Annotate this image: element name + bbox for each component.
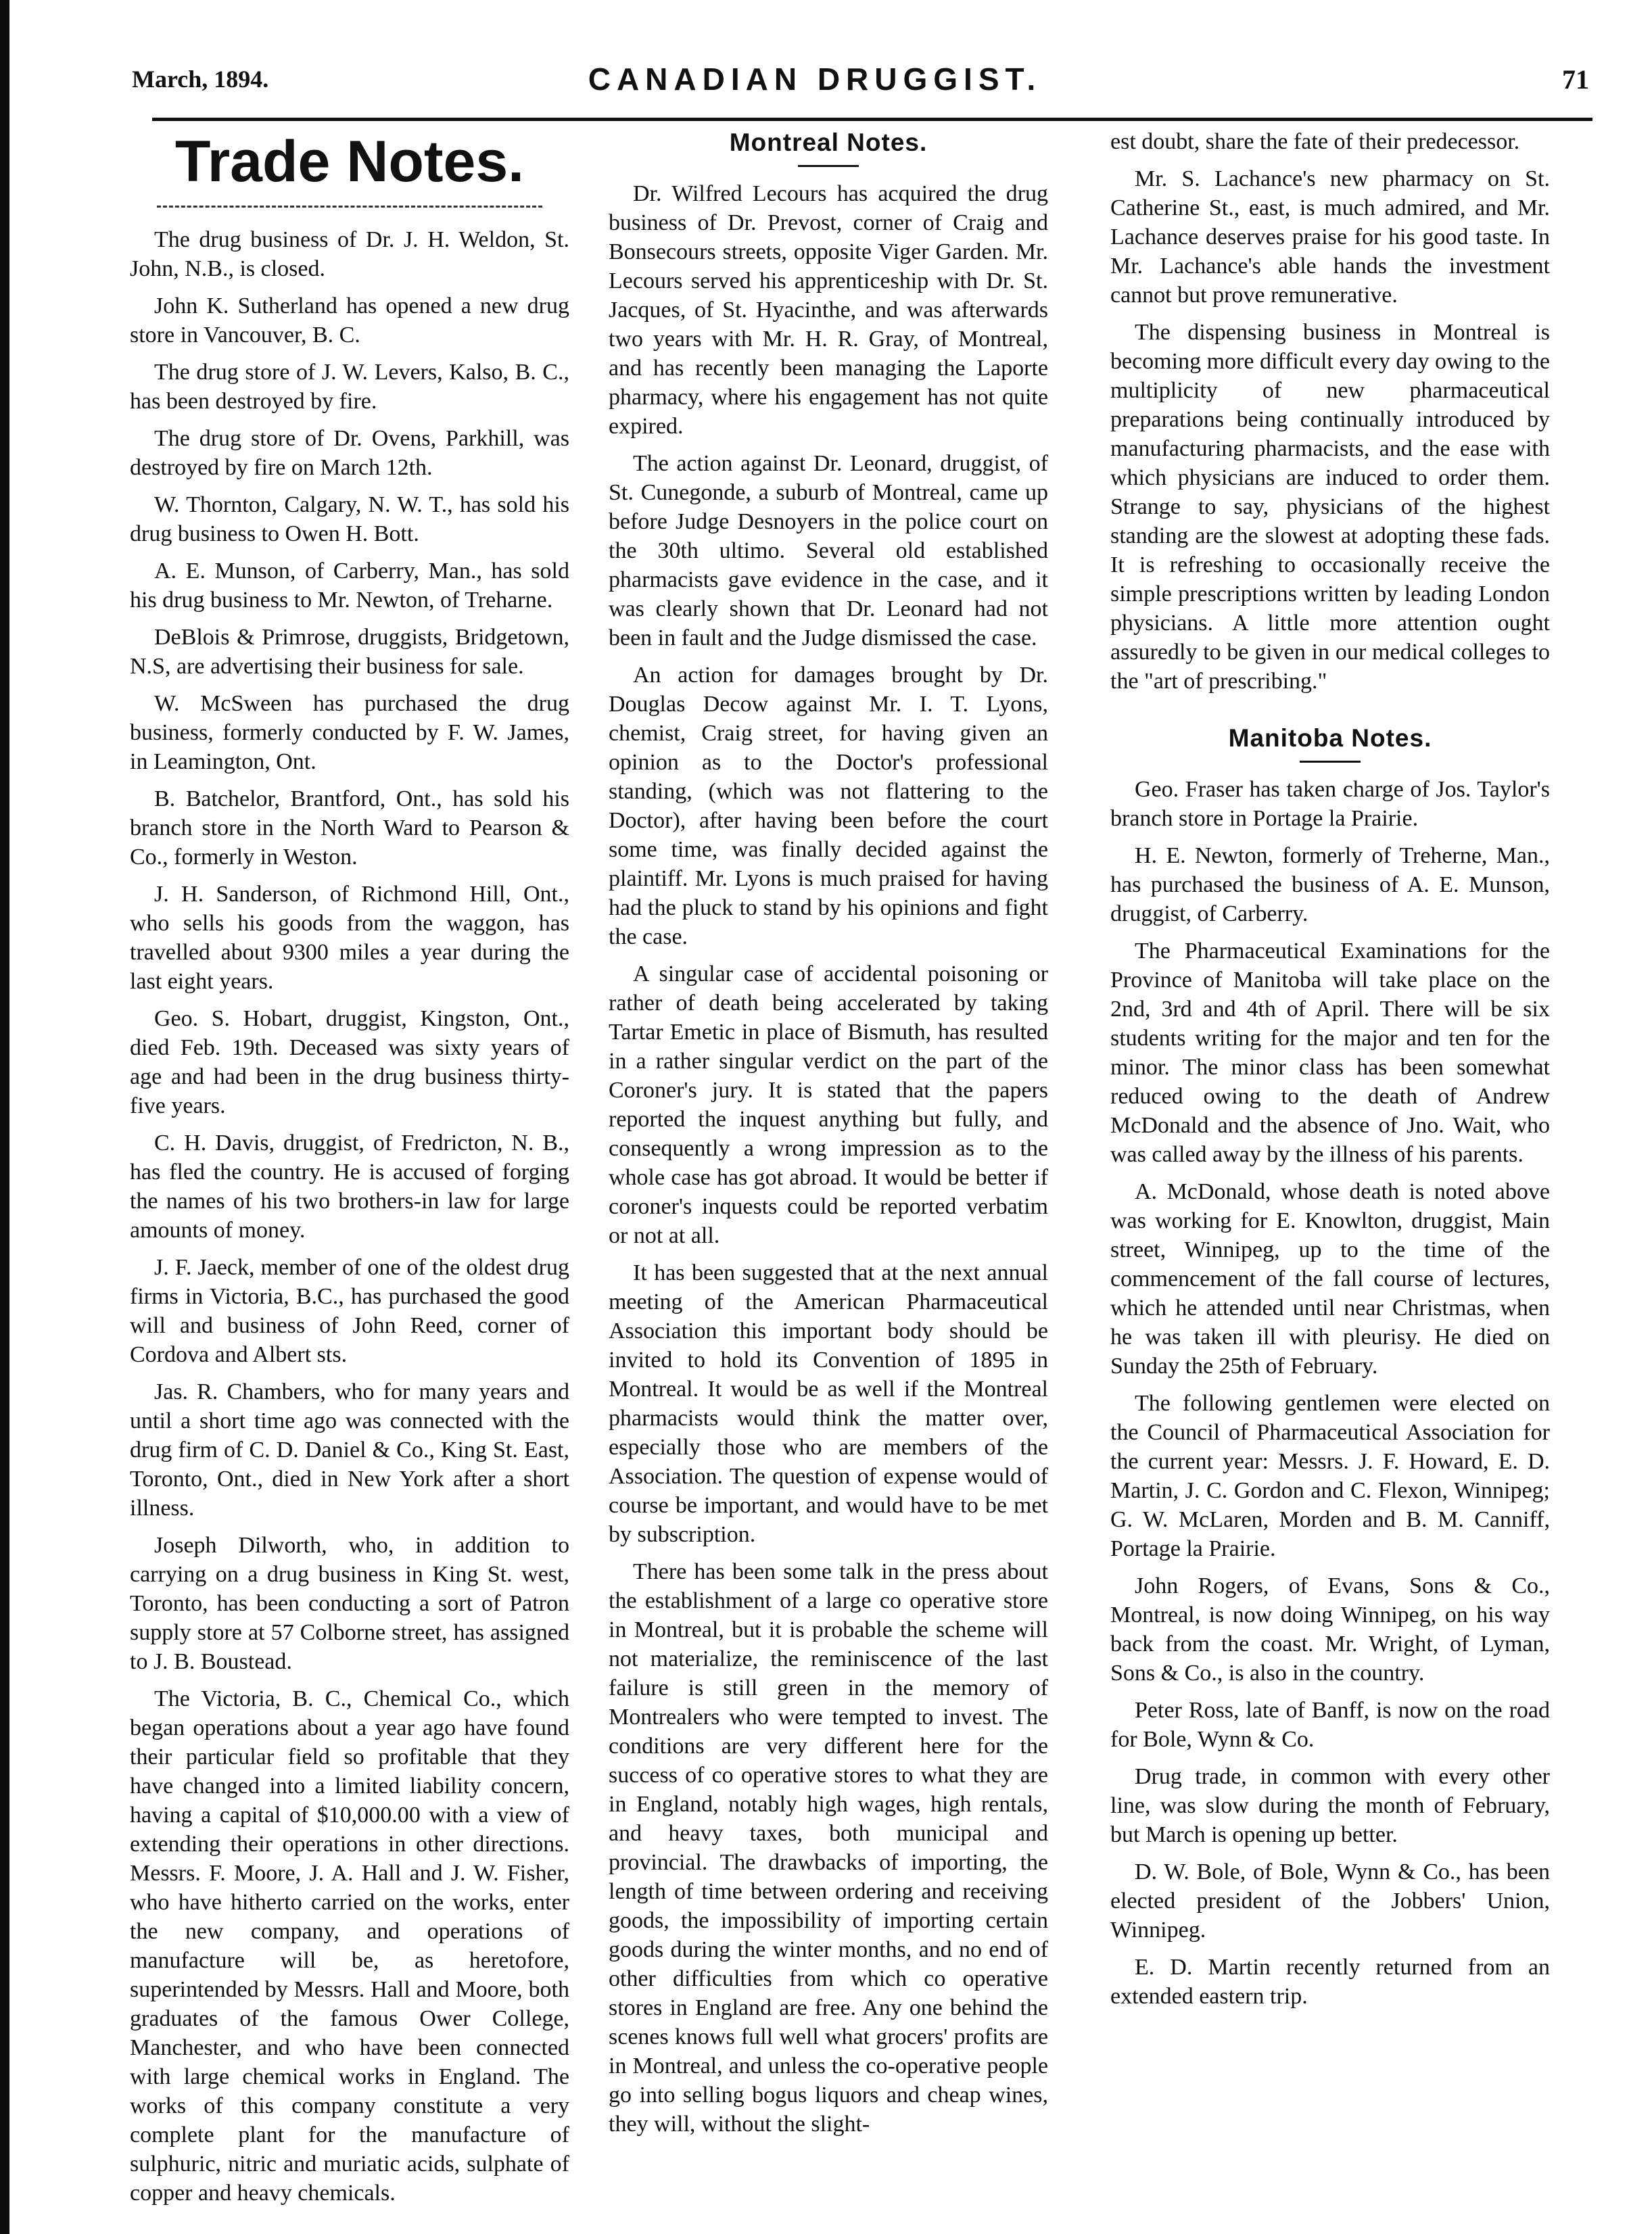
trade-note-paragraph: The Victoria, B. C., Chemical Co., which began operations about a year ago have found their particular field so profitable that they have changed into a limited liability concern, having a capital of $10,000.00 with a view of extending their operations in other directions. Messrs. F. Moore, J. A. Hall and J. W. Fisher, who have hitherto carried on the works, enter the new company, and operations of manufacture will be, as heretofore, superintended by Messrs. Hall and Moore, both graduates of the famous Ower College, Manchester, and who have been connected with large chemical works in England. The works of this company constitute a very complete plant for the manufacture of sulphuric, nitric and muriatic acids, sulphate of copper and heavy chemicals. bbox=[130, 1686, 569, 2206]
manitoba-note-paragraph: D. W. Bole, of Bole, Wynn & Co., has been elected president of the Jobbers' Union, Winnipeg. bbox=[1110, 1859, 1550, 1943]
header-rule bbox=[152, 118, 1592, 121]
montreal-continuation-paragraph: Mr. S. Lachance's new pharmacy on St. Catherine St., east, is much admired, and Mr. Lachance deserves praise for his good taste. In Mr. Lachance's able hands the investment cannot but prove remunerative. bbox=[1110, 166, 1550, 308]
montreal-continuation-paragraph: The dispensing business in Montreal is becoming more difficult every day owing to the multiplicity of new pharmaceutical preparations being continually introduced by manufacturing pharmacists, and the ease with which physicians are induced to order them. Strange to say, physicians of the highest standing are the slowest at adopting these fads. It is refreshing to occasionally receive the simple prescriptions written by leading London physicians. A little more attention ought assuredly to be given in our medical colleges to the "art of prescribing." bbox=[1110, 320, 1550, 694]
montreal-continuation-paragraph: est doubt, share the fate of their predecessor. bbox=[1110, 129, 1520, 154]
section-spacer bbox=[1110, 704, 1550, 723]
manitoba-note-paragraph: E. D. Martin recently returned from an extended eastern trip. bbox=[1110, 1955, 1550, 2009]
trade-note-paragraph: B. Batchelor, Brantford, Ont., has sold his branch store in the North Ward to Pearson & Co., formerly in Weston. bbox=[130, 786, 569, 870]
manitoba-note-paragraph: The following gentlemen were elected on the Council of Pharmaceutical Association for the current year: Messrs. J. F. Howard, E. D. Martin, J. C. Gordon and C. Flexon, Winnipeg; G. W. McLaren, Morden and B. M. Canniff, Portage la Prairie. bbox=[1110, 1391, 1550, 1561]
manitoba-note-paragraph: Peter Ross, late of Banff, is now on the road for Bole, Wynn & Co. bbox=[1110, 1698, 1550, 1752]
trade-note-paragraph: Jas. R. Chambers, who for many years and until a short time ago was connected with the drug firm of C. D. Daniel & Co., King St. East, Toronto, Ont., died in New York after a short illness. bbox=[130, 1379, 569, 1521]
manitoba-note-paragraph: John Rogers, of Evans, Sons & Co., Montreal, is now doing Winnipeg, on his way back from the coast. Mr. Wright, of Lyman, Sons & Co., is also in the country. bbox=[1110, 1573, 1550, 1686]
section-rule bbox=[1300, 761, 1361, 763]
issue-date: March, 1894. bbox=[132, 66, 269, 93]
trade-note-paragraph: W. McSween has purchased the drug business, formerly conducted by F. W. James, in Leamington, Ont. bbox=[130, 691, 569, 775]
trade-note-paragraph: C. H. Davis, druggist, of Fredricton, N. B., has fled the country. He is accused of forging the names of his two brothers-in law for large amounts of money. bbox=[130, 1131, 569, 1243]
trade-note-paragraph: The drug store of J. W. Levers, Kalso, B. C., has been destroyed by fire. bbox=[130, 360, 569, 414]
column-manitoba-notes bbox=[1110, 127, 1550, 2019]
manitoba-note-paragraph: A. McDonald, whose death is noted above was working for E. Knowlton, druggist, Main street, Winnipeg, up to the time of the commencement of the fall course of lectures, which he attended until near Christmas, when he was taken ill with pleurisy. He died on Sunday the 25th of February. bbox=[1110, 1179, 1550, 1379]
trade-note-paragraph: The drug store of Dr. Ovens, Parkhill, was destroyed by fire on March 12th. bbox=[130, 426, 569, 481]
trade-note-paragraph: The drug business of Dr. J. H. Weldon, St. John, N.B., is closed. bbox=[130, 227, 569, 282]
trade-note-paragraph: J. H. Sanderson, of Richmond Hill, Ont., who sells his goods from the waggon, has travelled about 9300 miles a year during the last eight years. bbox=[130, 882, 569, 995]
trade-note-paragraph: DeBlois & Primrose, druggists, Bridgetown, N.S, are advertising their business for sale. bbox=[130, 625, 569, 680]
trade-note-paragraph: J. F. Jaeck, member of one of the oldest drug firms in Victoria, B.C., has purchased the good will and business of John Reed, corner of Cordova and Albert sts. bbox=[130, 1255, 569, 1368]
heading-divider bbox=[157, 206, 542, 208]
page-number: 71 bbox=[1562, 64, 1589, 95]
trade-note-paragraph: Joseph Dilworth, who, in addition to carrying on a drug business in King St. west, Toronto, has been conducting a sort of Patron supply store at 57 Colborne street, has assigned to J. B. Boustead. bbox=[130, 1533, 569, 1675]
montreal-note-paragraph: An action for damages brought by Dr. Douglas Decow against Mr. I. T. Lyons, chemist, Craig street, for having given an opinion as to the Doctor's professional standing, (which was not flattering to the Doctor), after having been before the court some time, was finally decided against the plaintiff. Mr. Lyons is much praised for having had the pluck to stand by his opinions and fight the case. bbox=[609, 663, 1048, 949]
trade-note-paragraph: W. Thornton, Calgary, N. W. T., has sold his drug business to Owen H. Bott. bbox=[130, 492, 569, 547]
manitoba-notes-heading: Manitoba Notes. bbox=[1228, 724, 1432, 752]
running-header bbox=[41, 62, 1589, 103]
trade-note-paragraph: A. E. Munson, of Carberry, Man., has sold his drug business to Mr. Newton, of Treharne. bbox=[130, 558, 569, 613]
page-binding-edge bbox=[0, 0, 9, 2234]
column-montreal-notes bbox=[609, 127, 1048, 2147]
section-rule bbox=[798, 165, 859, 167]
montreal-note-paragraph: A singular case of accidental poisoning or rather of death being accelerated by taking Tartar Emetic in place of Bismuth, has resulted in a rather singular verdict on the part of the Coroner's jury. It is stated that the papers reported the inquest anything but fully, and consequently a wrong impression as to the whole case has got abroad. It would be better if coroner's inquests could be reported verbatim or not at all. bbox=[609, 961, 1048, 1248]
montreal-notes-heading: Montreal Notes. bbox=[729, 128, 928, 156]
montreal-note-paragraph: The action against Dr. Leonard, druggist, of St. Cunegonde, a suburb of Montreal, came up before Judge Desnoyers in the police court on the 30th ultimo. Several old established pharmacists gave evidence in the case, and it was clearly shown that Dr. Leonard had not been in fault and the Judge dismissed the case. bbox=[609, 451, 1048, 650]
manitoba-note-paragraph: The Pharmaceutical Examinations for the Province of Manitoba will take place on the 2nd, 3rd and 4th of April. There will be six students writing for the major and ten for the minor. The minor class has been somewhat reduced owing to the death of Andrew McDonald and the absence of Jno. Wait, who was called away by the illness of his parents. bbox=[1110, 938, 1550, 1167]
manitoba-note-paragraph: H. E. Newton, formerly of Treherne, Man., has purchased the business of A. E. Munson, druggist, of Carberry. bbox=[1110, 843, 1550, 926]
montreal-note-paragraph: There has been some talk in the press about the establishment of a large co operative store in Montreal, but it is probable the scheme will not materialize, the reminiscence of the last failure is still green in the memory of Montrealers who were tempted to invest. The conditions are very different here for the success of co operative stores to what they are in England, notably high wages, high rentals, and heavy taxes, both municipal and provincial. The drawbacks of importing, the length of time between ordering and receiving goods, the impossibility of importing certain goods during the winter months, and no end of other difficulties from which co operative stores in England are free. Any one behind the scenes knows full well what grocers' profits are in Montreal, and unless the co-operative people go into selling bogus liquors and cheap wines, they will, without the slight- bbox=[609, 1559, 1048, 2137]
journal-title: CANADIAN DRUGGIST. bbox=[588, 62, 1042, 97]
trade-note-paragraph: Geo. S. Hobart, druggist, Kingston, Ont., died Feb. 19th. Deceased was sixty years of age and had been in the drug business thirty-five years. bbox=[130, 1006, 569, 1119]
trade-notes-heading: Trade Notes. bbox=[174, 129, 525, 194]
column-trade-notes bbox=[130, 127, 569, 2216]
montreal-note-paragraph: It has been suggested that at the next annual meeting of the American Pharmaceutical Association this important body should be invited to hold its Convention of 1895 in Montreal. It would be as well if the Montreal pharmacists would think the matter over, especially those who are members of the Association. The question of expense would of course be important, and would have to be met by subscription. bbox=[609, 1260, 1048, 1547]
montreal-note-paragraph: Dr. Wilfred Lecours has acquired the drug business of Dr. Prevost, corner of Craig and Bonsecours streets, opposite Viger Garden. Mr. Lecours served his apprenticeship with Dr. St. Jacques, of St. Hyacinthe, and was afterwards two years with Mr. H. R. Gray, of Montreal, and has recently been managing the Laporte pharmacy, where his engagement has not quite expired. bbox=[609, 181, 1048, 439]
manitoba-note-paragraph: Drug trade, in common with every other line, was slow during the month of February, but March is opening up better. bbox=[1110, 1764, 1550, 1847]
trade-note-paragraph: John K. Sutherland has opened a new drug store in Vancouver, B. C. bbox=[130, 293, 569, 348]
manitoba-note-paragraph: Geo. Fraser has taken charge of Jos. Taylor's branch store in Portage la Prairie. bbox=[1110, 777, 1550, 831]
